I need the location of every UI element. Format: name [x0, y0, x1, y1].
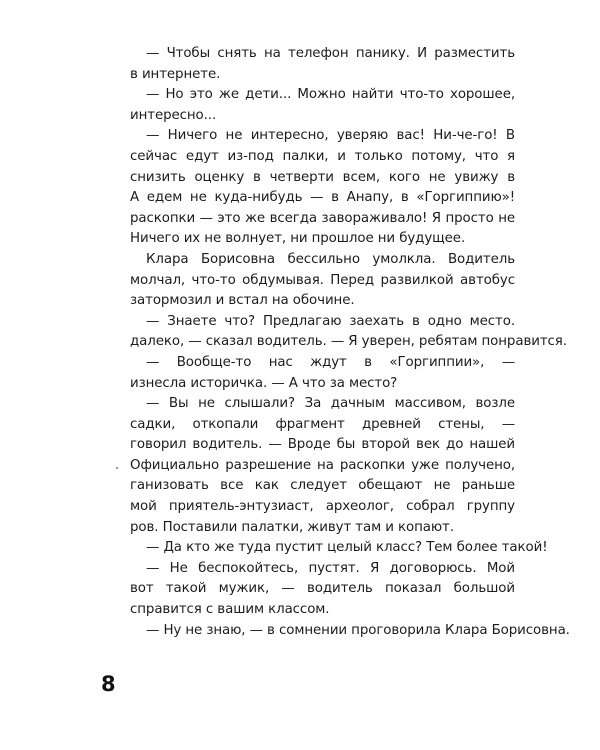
page-number: 8: [101, 672, 116, 696]
text-line: раскопки — это же всегда завораживало! Я просто не: [130, 210, 515, 226]
text-line: — Знаете что? Предлагаю заехать в одно место.: [146, 313, 515, 329]
text-line: далеко, — сказал водитель. — Я уверен, ребятам понравится.: [130, 334, 567, 350]
text-line: садки, откопали фрагмент древней стены, —: [130, 416, 515, 432]
text-line: — Ничего не интересно, уверяю вас! Ни-че-го! В: [146, 128, 515, 144]
text-line: — Вообще-то нас ждут в «Горгиппии», —: [146, 354, 515, 370]
text-line: А едем не куда-нибудь — в Анапу, в «Горгиппию»!: [130, 190, 515, 206]
text-line: Ничего их не волнует, ни прошлое ни будущее.: [130, 231, 466, 247]
text-line: ганизовать все как следует обещают не раньше: [130, 478, 515, 494]
text-line: — Ну не знаю, — в сомнении проговорила Клара Борисовна.: [146, 622, 570, 638]
body-text: [130, 44, 570, 641]
text-line: Клара Борисовна бессильно умолкла. Водитель: [146, 251, 515, 267]
text-line: ров. Поставили палатки, живут там и копают.: [130, 519, 454, 535]
text-line: в интернете.: [130, 66, 221, 82]
text-line: — Чтобы снять на телефон панику. И разместить: [146, 46, 515, 61]
text-line: — Да кто же туда пустит целый класс? Тем более такой!: [146, 540, 548, 556]
text-line: сейчас едут из-под палки, и только потому, что я: [130, 148, 515, 164]
text-line: Официально разрешение на раскопки уже получено,: [130, 457, 515, 473]
text-line: — Не беспокойтесь, пустят. Я договорюсь. Мой: [146, 560, 515, 576]
text-line: снизить оценку в четверти всем, кого не увижу в: [130, 169, 515, 185]
text-line: — Но это же дети... Можно найти что-то хорошее,: [146, 87, 515, 103]
text-line: справится с вашим классом.: [130, 602, 330, 618]
margin-speck: [116, 467, 118, 469]
text-line: интересно...: [130, 107, 217, 123]
text-line: затормозил и встал на обочине.: [130, 293, 355, 309]
text-line: мой приятель-энтузиаст, археолог, собрал группу: [130, 499, 515, 515]
text-line: — Вы не слышали? За дачным массивом, возле: [146, 396, 515, 412]
text-line: молчал, что-то обдумывая. Перед развилкой автобус: [130, 272, 515, 288]
text-line: вот такой мужик, — водитель показал большой: [130, 581, 515, 597]
text-line: говорил водитель. — Вроде бы второй век до нашей: [130, 437, 515, 453]
text-line: изнесла историчка. — А что за место?: [130, 375, 398, 391]
